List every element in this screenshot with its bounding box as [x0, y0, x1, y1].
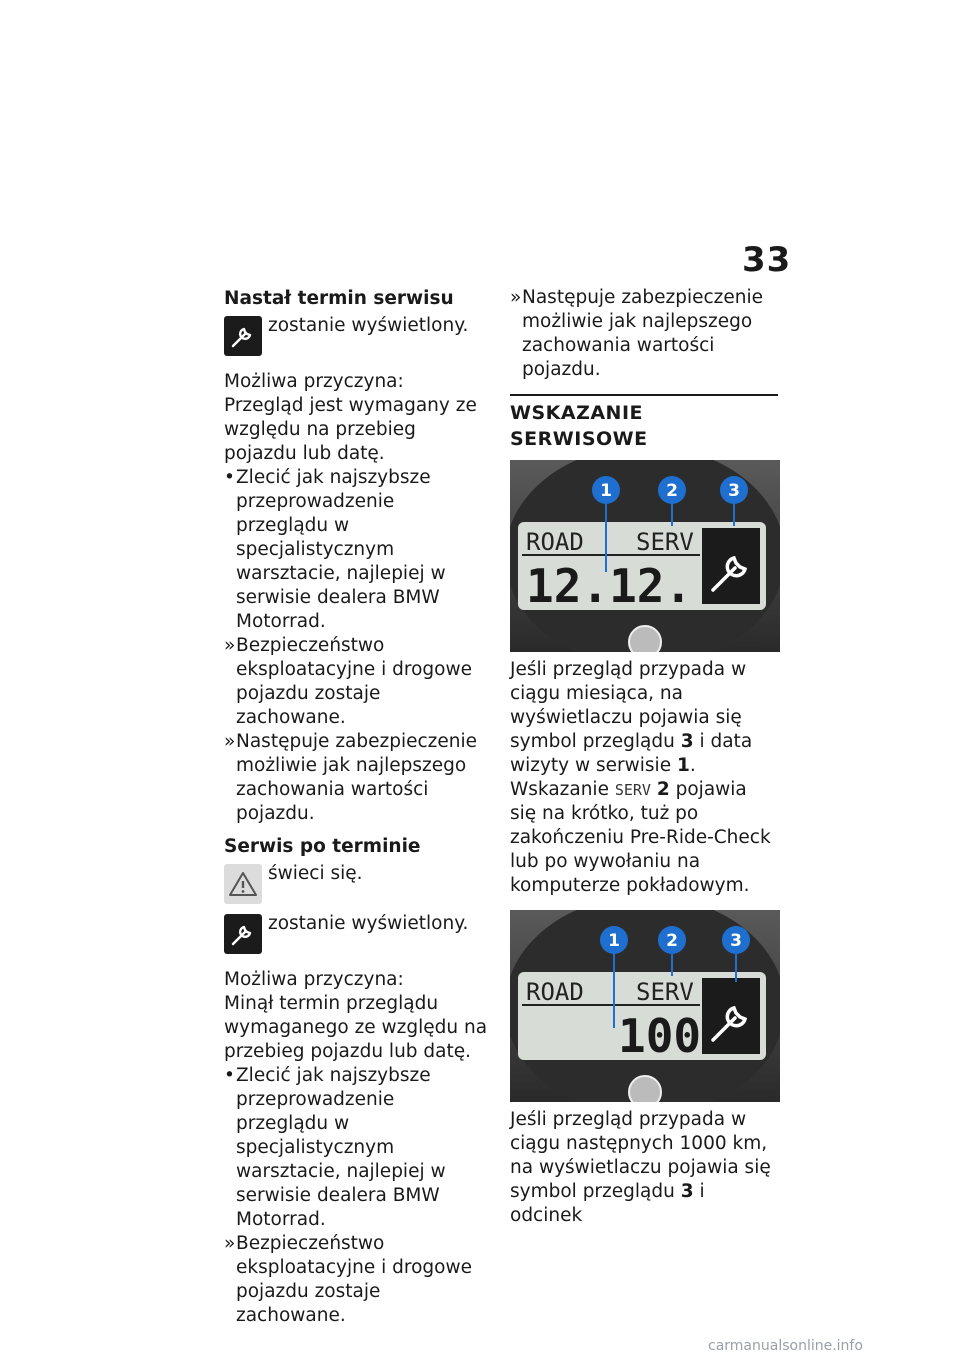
bullet-item: • Zlecić jak najszybsze przeprowadzenie przeglądu w specjalistycznym warsztacie, najlepiej w serwisie dealera BMW Motorrad.	[224, 1065, 446, 1230]
service-icon-text: zostanie wyświetlony.	[268, 913, 469, 934]
paragraph-date-service: Jeśli przegląd przypada w ciągu miesiąca, na wyświetlaczu pojawia się symbol przeglądu 3 i data wizyty w serwisie 1. Wskazanie SERV 2 pojawia się na krótko, tuż po zakończeniu Pre-Ride-Check lub po wywołaniu na komputerze pokładowym.	[510, 659, 771, 896]
display-figure-date	[510, 460, 780, 652]
wrench-icon	[224, 316, 262, 356]
result-item: » Następuje zabezpieczenie możliwie jak najlepszego zachowania wartości pojazdu.	[510, 287, 763, 380]
heading-service-due: Nastał termin serwisu	[224, 288, 454, 309]
warning-icon-text: świeci się.	[268, 863, 363, 884]
cause-text: Minął termin przeglądu wymaganego ze względu na przebieg pojazdu lub datę.	[224, 993, 488, 1062]
page-number: 33	[742, 240, 792, 280]
lcd-serv-label: SERV	[636, 978, 694, 1006]
lcd-distance-value: 100	[618, 1009, 702, 1063]
callout-1: 1	[600, 481, 612, 501]
callout-2: 2	[666, 931, 678, 951]
cause-label: Możliwa przyczyna:	[224, 371, 404, 392]
service-icon-row	[224, 314, 492, 362]
callout-2: 2	[666, 481, 678, 501]
result-item: » Bezpieczeństwo eksploatacyjne i drogowe pojazdu zostaje zachowane.	[224, 1233, 472, 1326]
heading-service-overdue: Serwis po terminie	[224, 836, 421, 857]
section-title: WSKAZANIE SERWISOWE	[510, 394, 778, 452]
result-text: Bezpieczeństwo eksploatacyjne i drogowe pojazdu zostaje zachowane.	[236, 635, 472, 728]
warning-triangle-icon	[224, 864, 262, 904]
warning-icon-row	[224, 862, 492, 910]
callout-3: 3	[730, 931, 742, 951]
callout-3: 3	[728, 481, 740, 501]
bmw-logo-icon	[629, 626, 661, 652]
result-text: Bezpieczeństwo eksploatacyjne i drogowe pojazdu zostaje zachowane.	[236, 1233, 472, 1326]
service-icon-text: zostanie wyświetlony.	[268, 315, 469, 336]
result-item: » Bezpieczeństwo eksploatacyjne i drogowe pojazdu zostaje zachowane.	[224, 635, 472, 728]
lcd-serv-label: SERV	[636, 528, 694, 556]
service-icon-row	[224, 912, 492, 960]
bullet-text: Zlecić jak najszybsze przeprowadzenie przeglądu w specjalistycznym warsztacie, najlepiej w serwisie dealera BMW Motorrad.	[236, 467, 446, 632]
result-text: Następuje zabezpieczenie możliwie jak najlepszego zachowania wartości pojazdu.	[236, 731, 477, 824]
footer-watermark[interactable]: carmanualsonline.info	[708, 1338, 863, 1354]
bmw-logo-icon	[629, 1076, 661, 1102]
paragraph-distance-service: Jeśli przegląd przypada w ciągu następnych 1000 km, na wyświetlaczu pojawia się symbol przeglądu 3 i odcinek	[510, 1109, 771, 1226]
lcd-date-value: 12.12.	[526, 559, 693, 613]
bullet-item: • Zlecić jak najszybsze przeprowadzenie przeglądu w specjalistycznym warsztacie, najlepiej w serwisie dealera BMW Motorrad.	[224, 467, 446, 632]
lcd-road-label: ROAD	[526, 528, 584, 556]
display-figure-distance	[510, 910, 780, 1102]
result-text: Następuje zabezpieczenie możliwie jak najlepszego zachowania wartości pojazdu.	[522, 287, 763, 380]
left-column	[224, 286, 492, 1328]
result-item: » Następuje zabezpieczenie możliwie jak najlepszego zachowania wartości pojazdu.	[224, 731, 477, 824]
wrench-icon	[224, 914, 262, 954]
callout-1: 1	[608, 931, 620, 951]
lcd-road-label: ROAD	[526, 978, 584, 1006]
bullet-text: Zlecić jak najszybsze przeprowadzenie przeglądu w specjalistycznym warsztacie, najlepiej w serwisie dealera BMW Motorrad.	[236, 1065, 446, 1230]
right-column	[510, 286, 778, 1228]
cause-text: Przegląd jest wymagany ze względu na przebieg pojazdu lub datę.	[224, 395, 477, 464]
cause-label: Możliwa przyczyna:	[224, 969, 404, 990]
